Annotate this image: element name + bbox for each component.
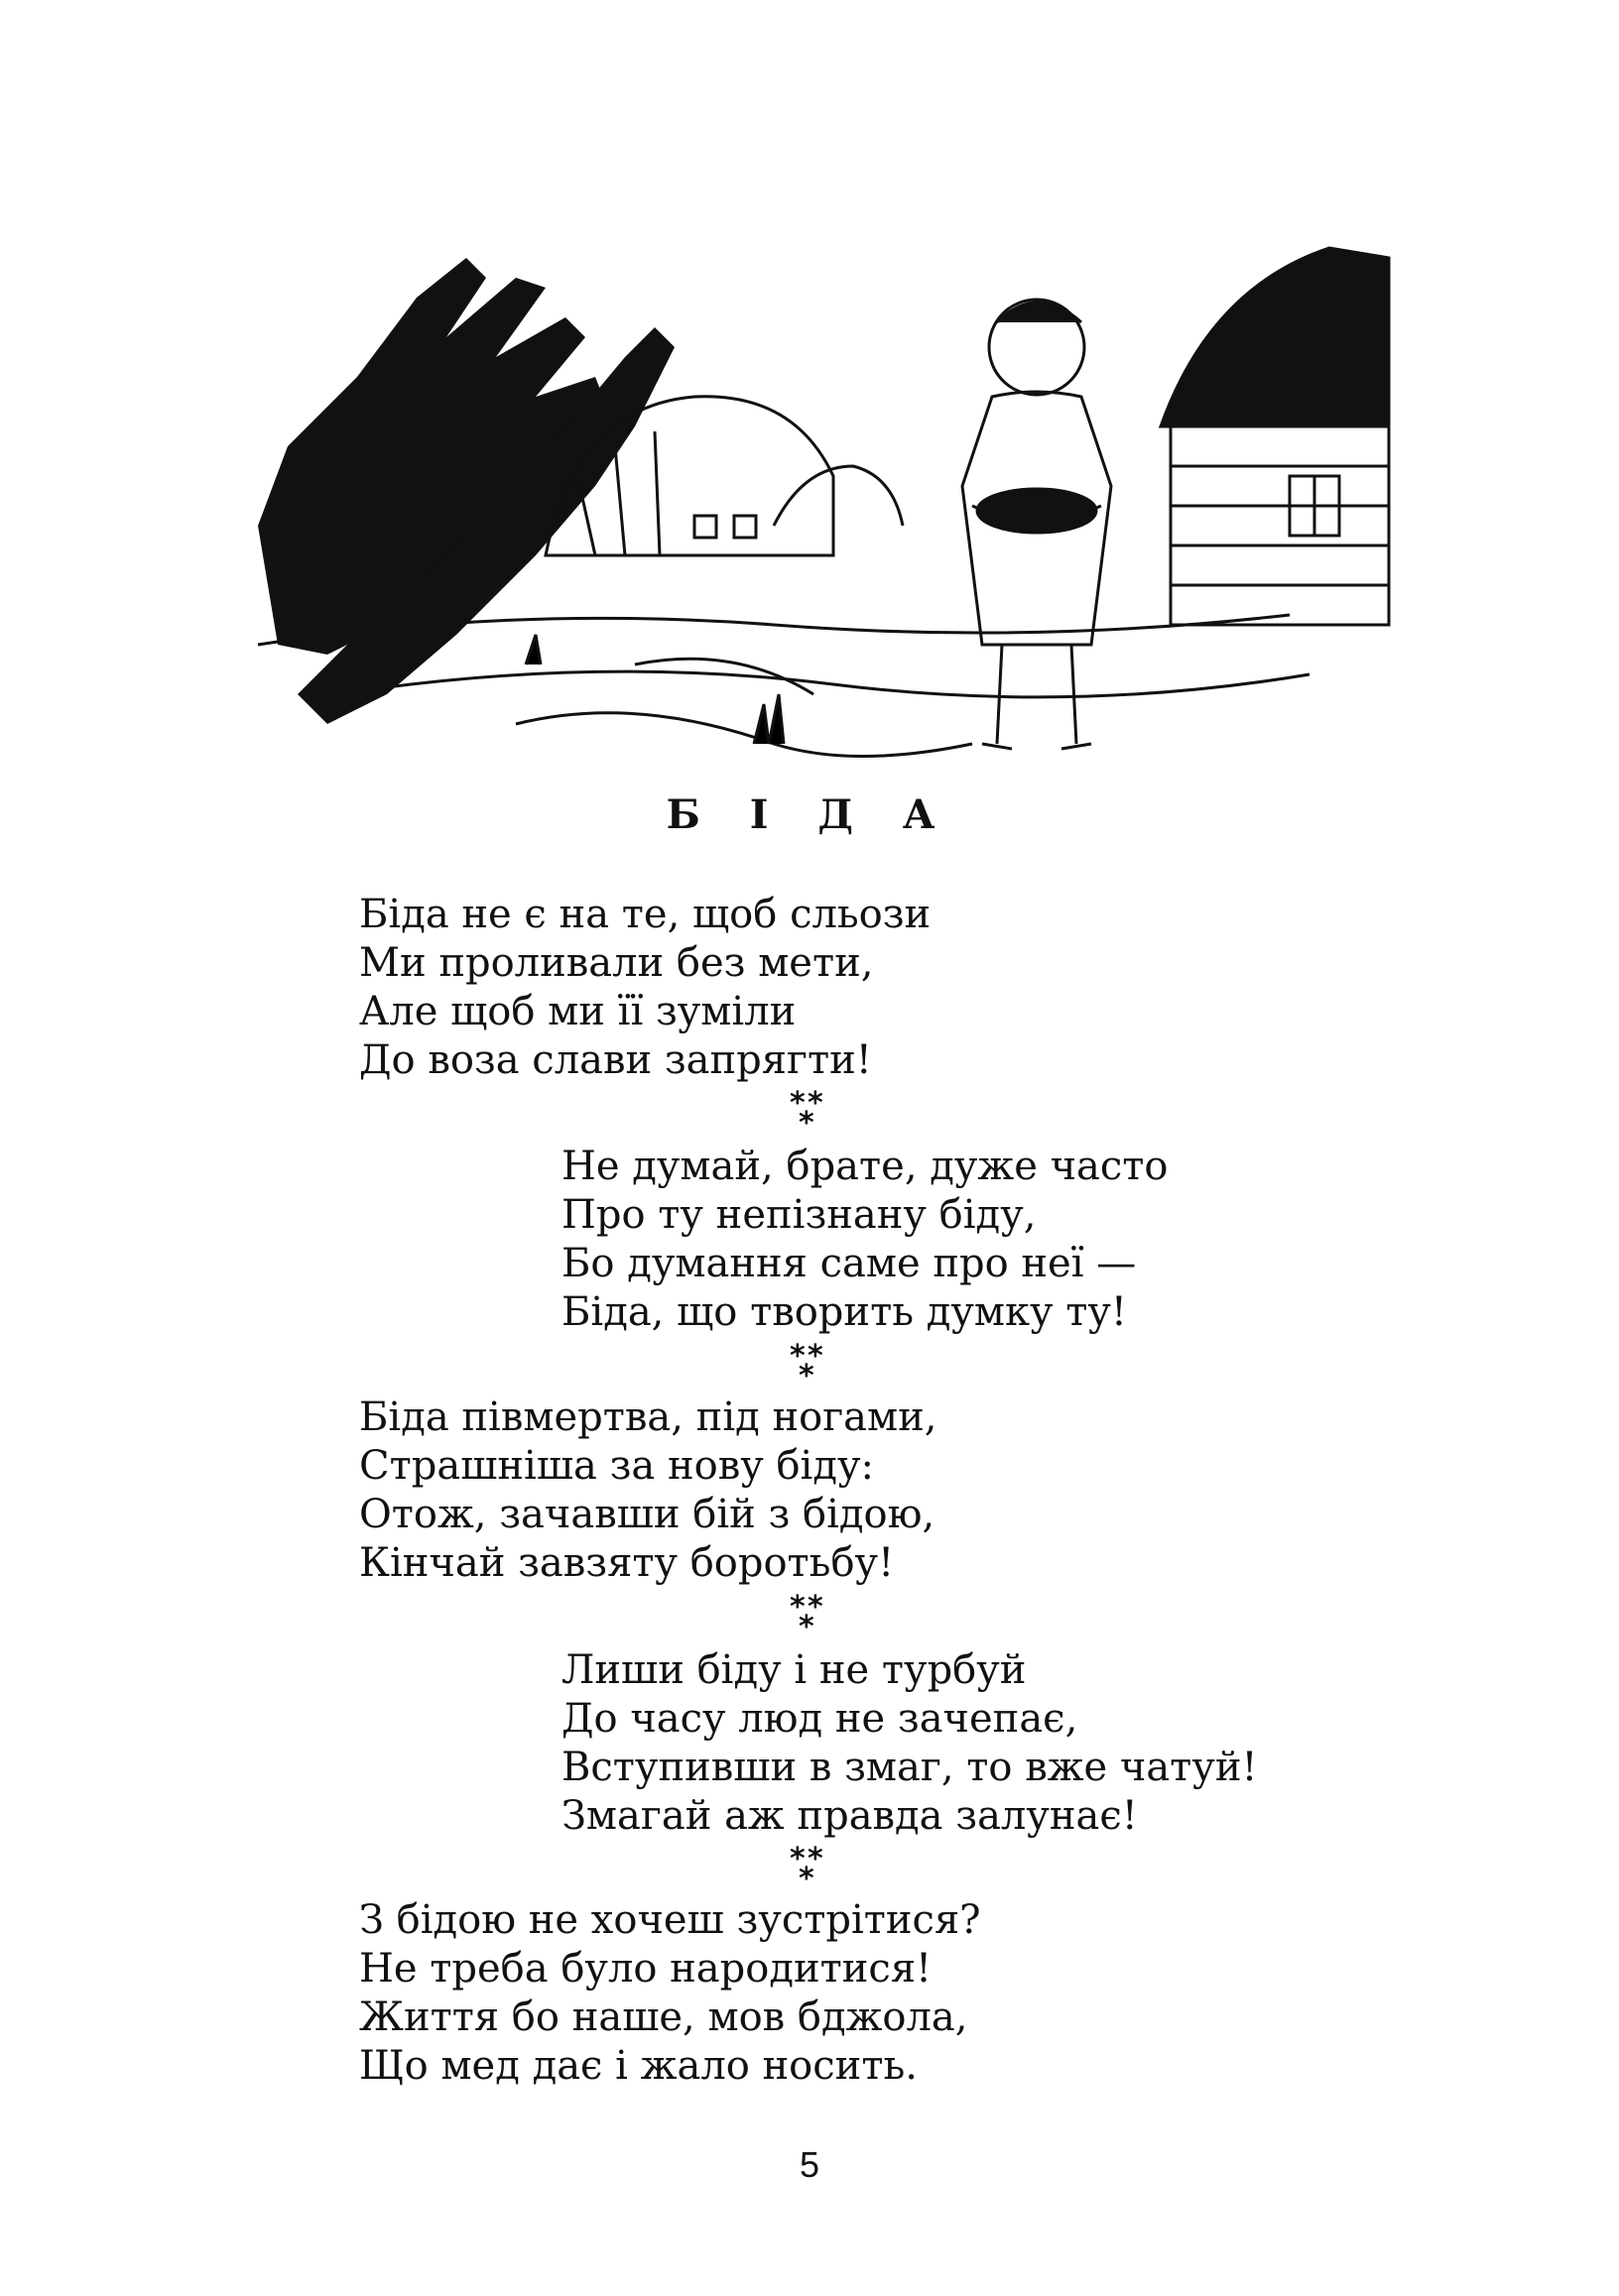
verse-line: Страшніша за нову біду: bbox=[359, 1443, 874, 1489]
verse-line: Що мед дає і жало носить. bbox=[359, 2043, 918, 2089]
verse-line: Біда півмертва, під ногами, bbox=[359, 1394, 937, 1440]
verse-line: До часу люд не зачепає, bbox=[561, 1696, 1078, 1742]
verse-line: Але щоб ми її зуміли bbox=[359, 989, 797, 1034]
verse-line: Біда не є на те, щоб сльози bbox=[359, 892, 932, 937]
verse-line: Життя бо наше, мов бджола, bbox=[359, 1994, 968, 2040]
header-illustration bbox=[218, 228, 1399, 784]
verse-line: До воза слави запрягти! bbox=[359, 1037, 872, 1083]
page-number: 5 bbox=[799, 2144, 820, 2185]
verse-line: Лиши біду і не турбуй bbox=[561, 1647, 1027, 1693]
stanza-4 bbox=[561, 1646, 1258, 1841]
verse-line: З бідою не хочеш зустрітися? bbox=[359, 1897, 981, 1943]
asterism-divider: * * * bbox=[790, 1590, 823, 1644]
verse-line: Ми проливали без мети, bbox=[359, 940, 874, 986]
stanza-2 bbox=[561, 1143, 1169, 1337]
verse-line: Про ту непізнану біду, bbox=[561, 1192, 1037, 1238]
asterism-divider: * * * bbox=[790, 1086, 823, 1141]
asterism-divider: * * * bbox=[790, 1339, 823, 1393]
poem-title: Б І Д А bbox=[666, 791, 953, 838]
verse-line: Змагай аж правда залунає! bbox=[561, 1793, 1138, 1839]
verse-line: Біда, що творить думку ту! bbox=[561, 1289, 1127, 1335]
verse-line: Бо думання саме про неї — bbox=[561, 1241, 1137, 1286]
stanza-5 bbox=[359, 1896, 981, 2091]
verse-line: Вступивши в змаг, то вже чатуй! bbox=[561, 1745, 1258, 1790]
verse-line: Кінчай завзяту боротьбу! bbox=[359, 1540, 895, 1586]
verse-line: Не треба було народитися! bbox=[359, 1946, 933, 1992]
asterism-divider: * * * bbox=[790, 1842, 823, 1896]
stanza-3 bbox=[359, 1393, 937, 1588]
stanza-1 bbox=[359, 891, 931, 1085]
verse-line: Не думай, брате, дуже часто bbox=[561, 1144, 1169, 1189]
verse-line: Отож, зачавши бій з бідою, bbox=[359, 1492, 935, 1537]
